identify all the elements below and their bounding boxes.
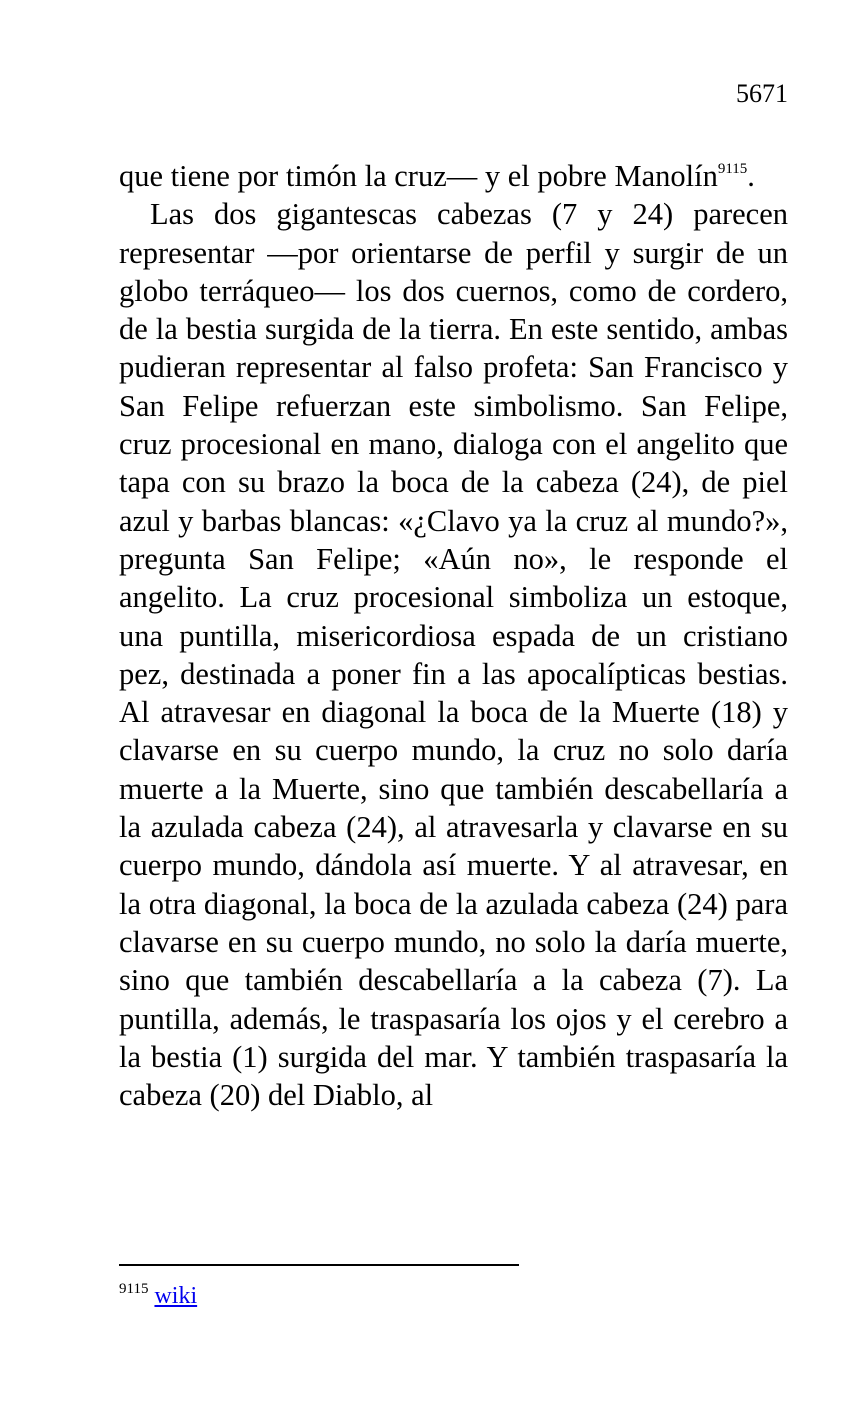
paragraph-1-text: que tiene por timón la cruz— y el pobre Manolín xyxy=(119,159,718,193)
page-number: 5671 xyxy=(736,79,788,108)
paragraph-1 xyxy=(119,157,788,195)
paragraph-1-end: . xyxy=(747,159,755,193)
paragraph-2: Las dos gigantescas cabezas (7 y 24) parecen representar —por orientarse de perfil y surgir de un globo terráqueo— los dos cuernos, como de cordero, de la bestia surgida de la tierra. En este sentido, ambas pudieran representar al falso profeta: San Francisco y San Felipe refuerzan este simbolismo. San Felipe, cruz procesional en mano, dialoga con el angelito que tapa con su brazo la boca de la cabeza (24), de piel azul y barbas blancas: «¿Clavo ya la cruz al mundo?», pregunta San Felipe; «Aún no», le responde el angelito. La cruz procesional simboliza un estoque, una puntilla, misericordiosa espada de un cristiano pez, destinada a poner fin a las apocalípticas bestias. Al atravesar en diagonal la boca de la Muerte (18) y clavarse en su cuerpo mundo, la cruz no solo daría muerte a la Muerte, sino que también descabellaría a la azulada cabeza (24), al atravesarla y clavarse en su cuerpo mundo, dándola así muerte. Y al atravesar, en la otra diagonal, la boca de la azulada cabeza (24) para clavarse en su cuerpo mundo, no solo la daría muerte, sino que también descabellaría a la cabeza (7). La puntilla, además, le traspasaría los ojos y el cerebro a la bestia (1) surgida del mar. Y también traspasaría la cabeza (20) del Diablo, al xyxy=(119,197,788,1113)
footnote-reference[interactable]: 9115 xyxy=(717,160,748,177)
footnote-divider xyxy=(119,1264,519,1266)
body-text xyxy=(119,157,788,1114)
footnote-number: 9115 xyxy=(119,1281,149,1297)
footnote xyxy=(119,1281,197,1314)
footnote-wiki-link[interactable]: wiki xyxy=(154,1283,198,1309)
